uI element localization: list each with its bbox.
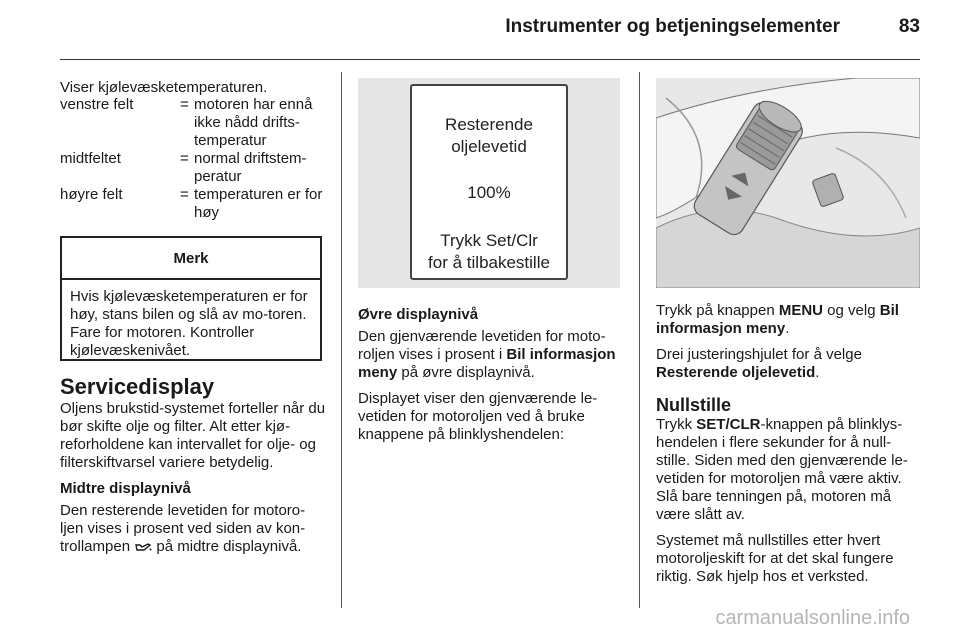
display-screen: Resterende oljelevetid 100% Trykk Set/Clr for å tilbakestille xyxy=(410,84,568,280)
right-paragraph-1: Trykk på knappen MENU og velg Bil informasjon meny. xyxy=(656,302,899,337)
middle-paragraph-1: Den gjenværende levetiden for moto-roljen vises i prosent i Bil informasjon meny på øvre displaynivå. xyxy=(358,328,616,381)
column-divider-left xyxy=(341,72,342,608)
section-heading: Servicedisplay xyxy=(60,374,215,399)
page-header xyxy=(0,0,960,60)
right-paragraph-3: Trykk SET/CLR-knappen på blinklys-hendelen i flere sekunder for å null-stille. Siden med den gjenværende le-vetiden for motoroljen må være aktiv. Slå bare tenningen på, motoren må være slått av. xyxy=(656,416,908,523)
header-rule xyxy=(60,59,920,60)
intro-text: Viser kjølevæsketemperaturen. xyxy=(60,79,268,96)
lever-photo xyxy=(656,78,920,288)
definition-row: venstre felt = motoren har ennå ikke nådd drifts-temperatur xyxy=(60,96,313,149)
middle-subheading: Øvre displaynivå xyxy=(358,306,479,323)
middle-text xyxy=(358,306,628,452)
right-paragraph-2: Drei justeringshjulet for å velge Resterende oljelevetid. xyxy=(656,346,862,381)
right-text xyxy=(656,302,920,594)
note-box xyxy=(60,236,322,361)
page-title: Instrumenter og betjeningselementer xyxy=(505,16,840,37)
display-illustration xyxy=(358,78,620,288)
definition-list xyxy=(60,96,328,222)
page-number: 83 xyxy=(898,16,920,37)
reset-heading: Nullstille xyxy=(656,395,732,415)
definition-row: høyre felt = temperaturen er for høy xyxy=(60,186,323,221)
right-paragraph-4: Systemet må nullstilles etter hvert motoroljeskift for at det skal fungere riktig. Søk hjelp hos et verksted. xyxy=(656,532,894,585)
note-body: Hvis kjølevæsketemperaturen er for høy, stans bilen og slå av mo-toren. Fare for motoren. Kontroller kjølevæskenivået. xyxy=(70,288,308,359)
oil-can-icon xyxy=(134,542,152,552)
note-title: Merk xyxy=(62,238,320,280)
subheading: Midtre displaynivå xyxy=(60,480,191,497)
watermark: carmanualsonline.info xyxy=(715,607,910,629)
service-section xyxy=(60,374,328,564)
column-divider-right xyxy=(639,72,640,608)
middle-paragraph-2: Displayet viser den gjenværende le-vetiden for motoroljen ved å bruke knappene på blinklyshendelen: xyxy=(358,390,598,443)
definition-row: midtfeltet = normal driftstem-peratur xyxy=(60,150,307,185)
service-paragraph-2: Den resterende levetiden for motoro-ljen vises i prosent ved siden av kon-trollampen på midtre displaynivå. xyxy=(60,502,306,555)
service-paragraph: Oljens brukstid-systemet forteller når du bør skifte olje og filter. Alt etter kjø-reforholdene kan intervallet for olje- og filterskiftvarsel variere betydelig. xyxy=(60,400,326,471)
turn-signal-lever-image xyxy=(656,78,920,288)
